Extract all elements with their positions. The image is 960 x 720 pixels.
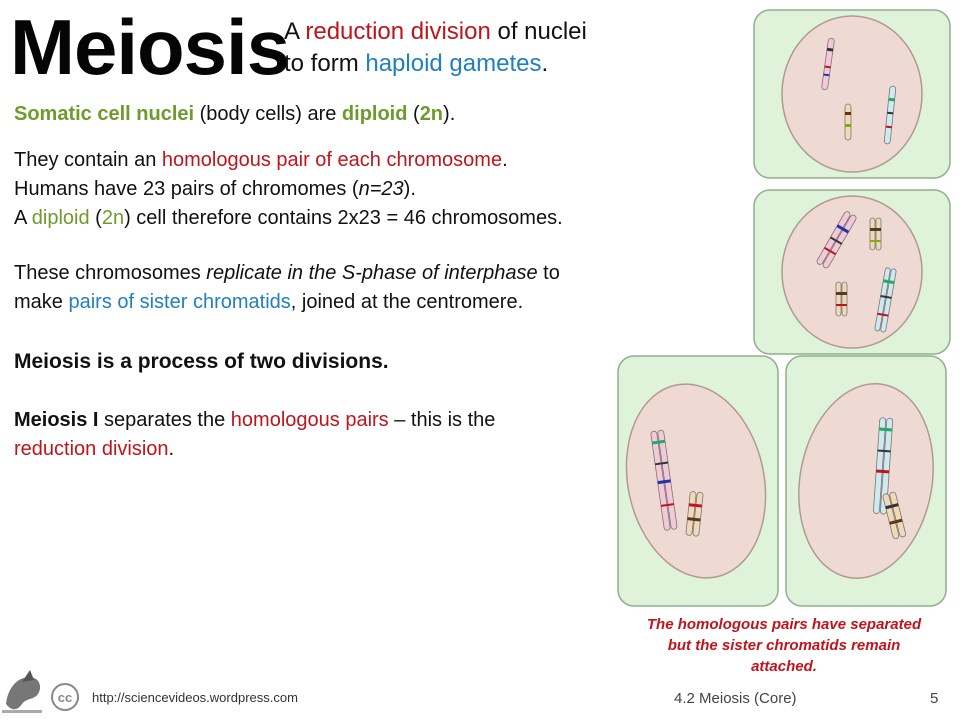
text-run: homologous pairs bbox=[230, 409, 389, 431]
figure-caption: The homologous pairs have separated but the sister chromatids remain attached. bbox=[646, 616, 922, 675]
subtitle-line bbox=[284, 48, 587, 80]
text-run: ( bbox=[407, 103, 420, 125]
text-run: to form bbox=[284, 50, 366, 77]
daughter-cell-right-illustration bbox=[784, 354, 948, 608]
text-run: homologous pair of each chromosome bbox=[161, 149, 503, 171]
text-run: pairs of sister chromatids bbox=[68, 291, 291, 313]
text-run: . bbox=[502, 149, 508, 171]
footer-course-label: 4.2 Meiosis (Core) bbox=[674, 690, 797, 707]
page-number: 5 bbox=[930, 690, 939, 707]
paragraph-line bbox=[14, 259, 560, 288]
diploid-cell-illustration bbox=[752, 8, 952, 180]
text-run: These chromosomes bbox=[14, 262, 207, 284]
author-logo-image bbox=[0, 664, 46, 718]
paragraph-line bbox=[14, 347, 389, 376]
text-run: make bbox=[14, 291, 69, 313]
text-run: 2n bbox=[419, 103, 444, 125]
slide-title: Meiosis bbox=[10, 3, 290, 91]
text-run: . bbox=[168, 438, 175, 460]
text-run: diploid bbox=[31, 207, 90, 229]
text-run: diploid bbox=[341, 103, 408, 125]
text-run: of nuclei bbox=[490, 18, 587, 45]
text-run: Humans have 23 pairs of chromomes ( bbox=[14, 178, 359, 200]
text-run: ). bbox=[403, 178, 416, 200]
subtitle-line bbox=[284, 16, 587, 48]
text-run: separates the bbox=[98, 409, 231, 431]
paragraph bbox=[14, 100, 455, 129]
text-run: to bbox=[537, 262, 560, 284]
slide-subtitle bbox=[284, 16, 587, 80]
text-run: ( bbox=[89, 207, 102, 229]
chromosome bbox=[845, 104, 851, 140]
text-run: (body cells) are bbox=[194, 103, 342, 125]
text-run: 2n bbox=[101, 207, 125, 229]
text-run: . bbox=[541, 50, 549, 77]
paragraph-line bbox=[14, 406, 495, 435]
paragraph bbox=[14, 347, 389, 376]
footer-url[interactable]: http://sciencevideos.wordpress.com bbox=[92, 690, 298, 705]
text-run: replicate in the S-phase of interphase bbox=[206, 262, 538, 284]
text-run: , joined at the centromere. bbox=[290, 291, 524, 313]
paragraph-line bbox=[14, 288, 560, 317]
text-run: haploid gametes bbox=[365, 50, 542, 77]
replicated-cell-illustration bbox=[752, 188, 952, 356]
creative-commons-icon bbox=[50, 682, 80, 712]
paragraph bbox=[14, 259, 560, 317]
text-run: They contain an bbox=[14, 149, 162, 171]
paragraph-line bbox=[14, 204, 563, 233]
text-run: n=23 bbox=[358, 178, 404, 200]
cc-label: cc bbox=[57, 690, 73, 705]
text-run: Meiosis is a process of two divisions. bbox=[14, 350, 389, 373]
paragraph-line bbox=[14, 435, 495, 464]
text-run: reduction division bbox=[305, 18, 491, 45]
text-run: Somatic cell nuclei bbox=[14, 103, 195, 125]
paragraph-line bbox=[14, 175, 563, 204]
text-run: – this is the bbox=[388, 409, 496, 431]
text-run: Meiosis I bbox=[14, 409, 99, 431]
text-run: reduction division bbox=[14, 438, 169, 460]
text-run: A bbox=[14, 207, 32, 229]
text-run: A bbox=[284, 18, 306, 45]
paragraph bbox=[14, 146, 563, 233]
paragraph bbox=[14, 406, 495, 464]
paragraph-line bbox=[14, 146, 563, 175]
text-run: ). bbox=[443, 103, 456, 125]
daughter-cell-left-illustration bbox=[616, 354, 780, 608]
text-run: ) cell therefore contains 2x23 = 46 chromosomes. bbox=[124, 207, 563, 229]
paragraph-line bbox=[14, 100, 455, 129]
